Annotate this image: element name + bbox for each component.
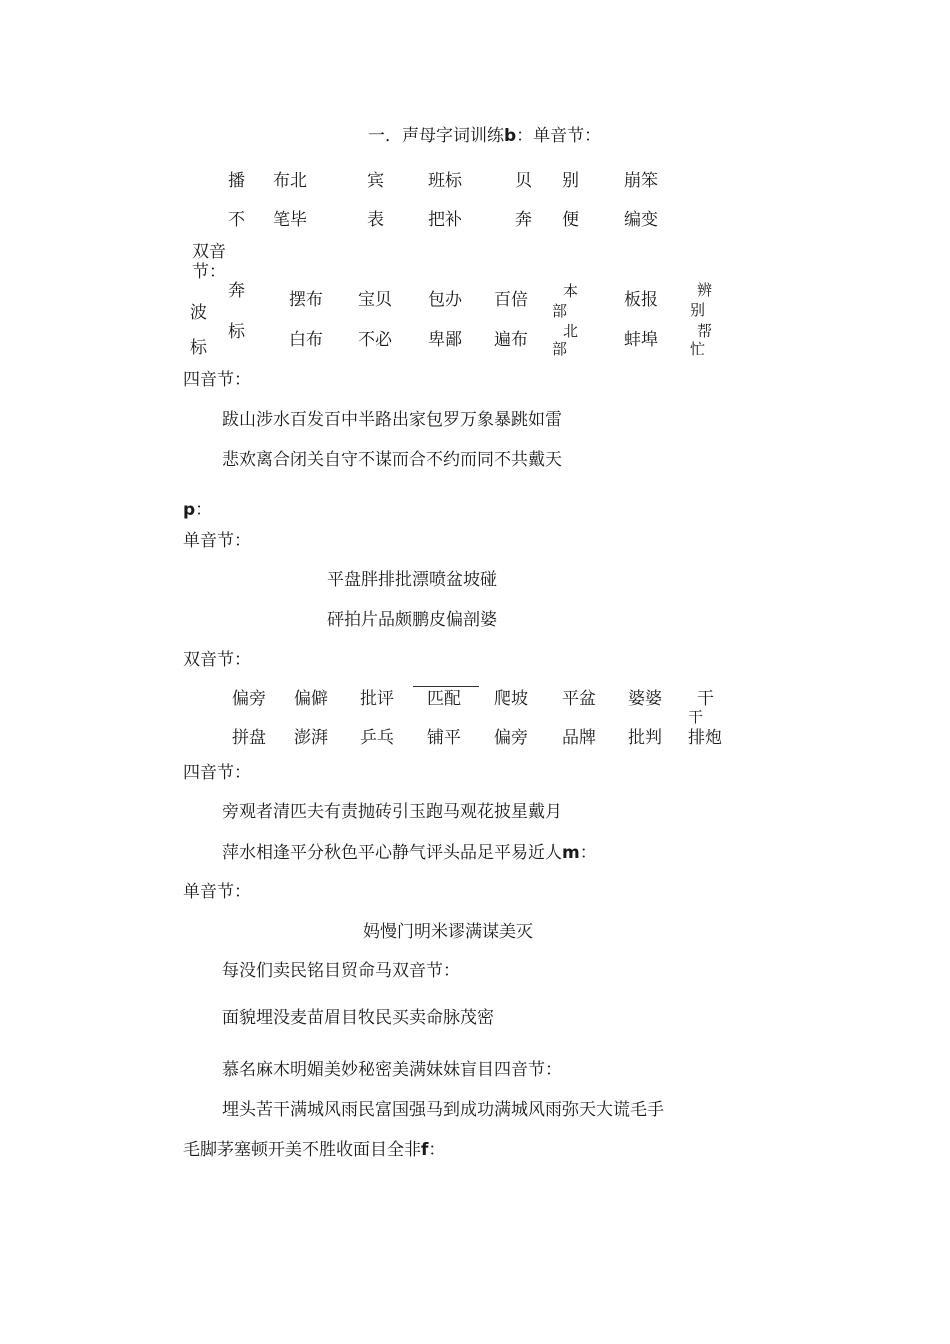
b-double-word: 宝贝 (358, 290, 392, 310)
m-line: 慕名麻木明媚美妙秘密美满妹妹盲目四音节： (222, 1060, 562, 1080)
p-double-word: 干 (697, 689, 714, 709)
b-double-word: 摆布 (289, 290, 323, 310)
b-double-word: 不必 (358, 330, 392, 350)
p-single-line: 平盘胖排批漂喷盆坡碰 (327, 570, 497, 590)
b-double-word: 板报 (624, 290, 658, 310)
b-double-word: 本 (563, 282, 579, 300)
p-double-word: 偏旁 (232, 689, 266, 709)
b-single-char: 笔毕 (273, 210, 307, 230)
heading-letter: b (504, 126, 517, 146)
p-colon: ： (195, 500, 213, 520)
b-single-char: 奔 (515, 210, 532, 230)
b-clipped-cell (190, 338, 207, 358)
b-single-char: 不 (228, 210, 245, 230)
f-colon: ： (428, 1140, 446, 1160)
b-single-char: 贝 (515, 171, 532, 191)
b-double-word: 包办 (428, 290, 462, 310)
m-line: 每没们卖民铭目贸命马双音节： (222, 961, 460, 981)
p-heading (183, 502, 212, 519)
b-double-word: 北 (563, 322, 579, 340)
b-double-word: 遍布 (494, 330, 528, 350)
b-double-word: 忙 (690, 340, 706, 358)
b-double-word: 部 (552, 340, 568, 358)
p-double-word: 偏僻 (294, 689, 328, 709)
b-double-word: 百倍 (494, 290, 528, 310)
f-letter: f (421, 1140, 429, 1160)
p-double-word: 澎湃 (294, 728, 328, 748)
b-single-char: 便 (562, 210, 579, 230)
b-single-char: 把补 (428, 210, 462, 230)
p-four-label: 四音节： (183, 763, 251, 783)
p-double-word: 干 (688, 708, 704, 726)
m-colon: ： (579, 843, 597, 863)
b-double-word: 辨 (697, 281, 713, 299)
b-single-char: 崩笨 (624, 171, 658, 191)
p-double-word: 铺平 (427, 728, 461, 748)
section-heading (368, 128, 601, 145)
b-four-line: 悲欢离合闭关自守不谋而合不约而同不共戴天 (222, 450, 562, 470)
b-double-word: 别 (690, 301, 706, 319)
b-single-char: 布北 (273, 171, 307, 191)
heading-prefix: 一．声母字词训练 (368, 126, 504, 146)
p-double-word: 品牌 (562, 728, 596, 748)
b-clipped-cell (552, 340, 572, 358)
b-double-label: 双音 (192, 242, 226, 262)
b-single-char: 宾 (367, 171, 384, 191)
m-letter: m (562, 843, 580, 863)
m-line6-text: 毛脚茅塞顿开美不胜收面目全非 (183, 1140, 421, 1160)
b-single-char: 别 (562, 171, 579, 191)
b-double-word: 蚌埠 (624, 330, 658, 350)
m-single-line: 妈慢门明米谬满谋美灭 (363, 922, 533, 942)
b-four-label: 四音节： (183, 370, 251, 390)
b-double-word: 白布 (289, 330, 323, 350)
p-four-line-text: 萍水相逢平分秋色平心静气评头品足平易近人 (222, 843, 562, 863)
p-double-word: 排炮 (688, 728, 722, 748)
m-line (183, 1142, 445, 1159)
p-double-word: 乒乓 (360, 728, 394, 748)
b-double-word: 帮 (697, 322, 713, 340)
m-line: 埋头苦干满城风雨民富国强马到成功满城风雨弥天大谎毛手 (222, 1100, 664, 1120)
p-four-line: 旁观者清匹夫有责抛砖引玉跑马观花披星戴月 (222, 802, 562, 822)
p-double-word: 批评 (360, 689, 394, 709)
divider (413, 686, 479, 687)
b-double-word: 波 (190, 303, 207, 323)
b-double-label: 节： (192, 262, 226, 282)
b-single-char: 编变 (624, 210, 658, 230)
p-double-word: 匹配 (427, 689, 461, 709)
b-double-word: 部 (552, 302, 568, 320)
heading-suffix: ：单音节： (516, 126, 602, 146)
p-double-word: 爬坡 (494, 689, 528, 709)
p-double-word: 拼盘 (232, 728, 266, 748)
p-clipped-cell (688, 708, 728, 726)
p-double-word: 婆婆 (628, 689, 662, 709)
p-single-line: 砰拍片品颇鹏皮偏剖婆 (327, 610, 497, 630)
p-four-line (222, 845, 597, 862)
b-single-char: 播 (228, 171, 245, 191)
b-single-char: 班标 (428, 171, 462, 191)
b-double-word: 奔 (228, 281, 245, 301)
p-double-word: 平盆 (562, 689, 596, 709)
b-double-word: 标 (190, 338, 207, 358)
b-double-word: 标 (228, 322, 245, 342)
b-double-word: 卑鄙 (428, 330, 462, 350)
b-single-char: 表 (367, 210, 384, 230)
p-double-label: 双音节： (183, 650, 251, 670)
p-letter: p (183, 500, 196, 520)
m-line: 面貌埋没麦苗眉目牧民买卖命脉茂密 (222, 1008, 494, 1028)
m-single-label: 单音节： (183, 882, 251, 902)
p-double-word: 偏旁 (494, 728, 528, 748)
p-single-label: 单音节： (183, 531, 251, 551)
p-double-word: 批判 (628, 728, 662, 748)
b-four-line: 跋山涉水百发百中半路出家包罗万象暴跳如雷 (222, 410, 562, 430)
b-clipped-cell (690, 340, 710, 358)
